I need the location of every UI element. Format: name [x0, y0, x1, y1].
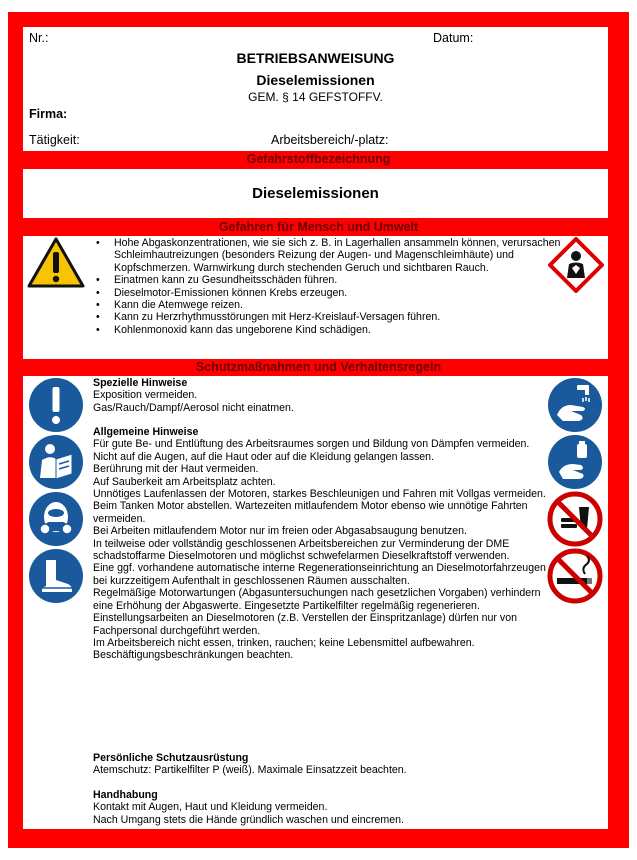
band-schutz: Schutzmaßnahmen und Verhaltensregeln	[195, 360, 442, 374]
section-line: Nicht auf die Augen, auf die Haut oder auf die Kleidung gelangen lassen.	[93, 450, 435, 463]
section-spezielle-hinweise	[93, 377, 548, 414]
no-smoking-icon	[547, 548, 603, 604]
nr-label: Nr.:	[29, 31, 49, 45]
health-hazard-ghs-icon	[548, 237, 604, 293]
hazard-item: • Hohe Abgaskonzentrationen, wie sie sich z. B. in Lagerhallen ansammeln können, verursachen Schleimhautreizungen (besonders Reizung der Augen- und Magenschleimhäute) und Kopfschmerzen. Warnwirkung durch stechenden Geruch und sichtbaren Rauch.	[92, 237, 564, 274]
read-instructions-icon	[28, 434, 84, 490]
hazard-item: • Kohlenmonoxid kann das ungeborene Kind schädigen.	[92, 324, 564, 336]
wash-hands-icon	[547, 377, 603, 433]
taetigkeit-label: Tätigkeit:	[29, 133, 80, 147]
section-line: Einstellungsarbeiten an Dieselmotoren (z.B. Verstellen der Einspritzanlage) dürfen nur von Fachpersonal durchgeführt werden.	[93, 612, 517, 637]
section-handhabung	[93, 789, 548, 826]
hazards-box	[23, 236, 608, 359]
section-line: Unnötiges Laufenlassen der Motoren, starkes Beschleunigen und Fahren mit Vollgas vermeiden.	[93, 488, 546, 501]
section-line: Gas/Rauch/Dampf/Aerosol nicht einatmen.	[93, 401, 294, 414]
section-line: Nach Umgang stets die Hände gründlich waschen und eincremen.	[93, 813, 404, 826]
section-line: Für gute Be- und Entlüftung des Arbeitsraumes sorgen und Bildung von Dämpfen vermeiden.	[93, 438, 530, 451]
section-allgemeine-hinweise	[93, 426, 548, 662]
band-gefahrstoff: Gefahrstoffbezeichnung	[246, 152, 391, 166]
hazard-list	[92, 237, 564, 336]
substance-name: Dieselemissionen	[252, 185, 379, 202]
band-gefahren: Gefahren für Mensch und Umwelt	[218, 220, 419, 234]
section-heading: Spezielle Hinweise	[93, 377, 188, 389]
section-line: Kontakt mit Augen, Haut und Kleidung vermeiden.	[93, 801, 328, 814]
arbeitsbereich-label: Arbeitsbereich/-platz:	[271, 133, 389, 147]
section-line: Bei Arbeiten mitlaufendem Motor nur im freien oder Abgasabsaugung benutzen.	[93, 525, 467, 538]
section-line: Eine ggf. vorhandene automatische interne Regenerationseinrichtung an Dieselmotorfahrzeugen bei kurzzeitigem Aufenthalt in geschlossenen Räumen ausschalten.	[93, 562, 546, 587]
respirator-mask-icon	[28, 491, 84, 547]
section-line: Exposition vermeiden.	[93, 389, 198, 402]
skin-protection-icon	[547, 434, 603, 490]
document-subject: Dieselemissionen	[256, 72, 375, 88]
hazard-item: • Kann die Atemwege reizen.	[92, 299, 564, 311]
general-mandatory-icon	[28, 377, 84, 433]
section-line: Atemschutz: Partikelfilter P (weiß). Maximale Einsatzzeit beachten.	[93, 764, 407, 777]
header-box	[23, 27, 608, 151]
firma-label: Firma:	[29, 107, 68, 121]
hazard-item: • Kann zu Herzrhythmusstörungen mit Herz-Kreislauf-Versagen führen.	[92, 311, 564, 323]
substance-box	[23, 169, 608, 218]
section-line: Auf Sauberkeit am Arbeitsplatz achten.	[93, 475, 276, 488]
section-line: Beim Tanken Motor abstellen. Wartezeiten mitlaufendem Motor ebenso wie unnötige Fahrten vermeiden.	[93, 500, 528, 525]
warning-triangle-icon	[27, 237, 85, 289]
hazard-item: • Dieselmotor-Emissionen können Krebs erzeugen.	[92, 287, 564, 299]
section-line: Berührung mit der Haut vermeiden.	[93, 463, 259, 476]
legal-reference: GEM. § 14 GEFSTOFFV.	[248, 90, 383, 104]
hazard-item: • Einatmen kann zu Gesundheitsschäden führen.	[92, 274, 564, 286]
safety-boots-icon	[28, 548, 84, 604]
section-line: In teilweise oder vollständig geschlossenen Arbeitsbereichen zur Verminderung der DME schadstoffarme Dieselmotoren und möglichst schwefelarmen Dieselkraftstoff verwenden.	[93, 537, 510, 563]
section-line: Regelmäßige Motorwartungen (Abgasuntersuchungen nach gesetzlichen Vorgaben) verhindern eine Erhöhung der Abgaswerte. Eingesetzte Partikelfilter regelmäßig regenerieren.	[93, 587, 541, 612]
section-heading: Allgemeine Hinweise	[93, 426, 199, 438]
no-eating-drinking-icon	[547, 491, 603, 547]
section-psa	[93, 752, 548, 777]
section-line: Im Arbeitsbereich nicht essen, trinken, rauchen; keine Lebensmittel aufbewahren. Beschäftigungsbeschränkungen beachten.	[93, 636, 475, 662]
datum-label: Datum:	[433, 31, 474, 45]
section-heading: Handhabung	[93, 789, 158, 801]
section-heading: Persönliche Schutzausrüstung	[93, 752, 249, 764]
document-title: BETRIEBSANWEISUNG	[236, 50, 395, 66]
